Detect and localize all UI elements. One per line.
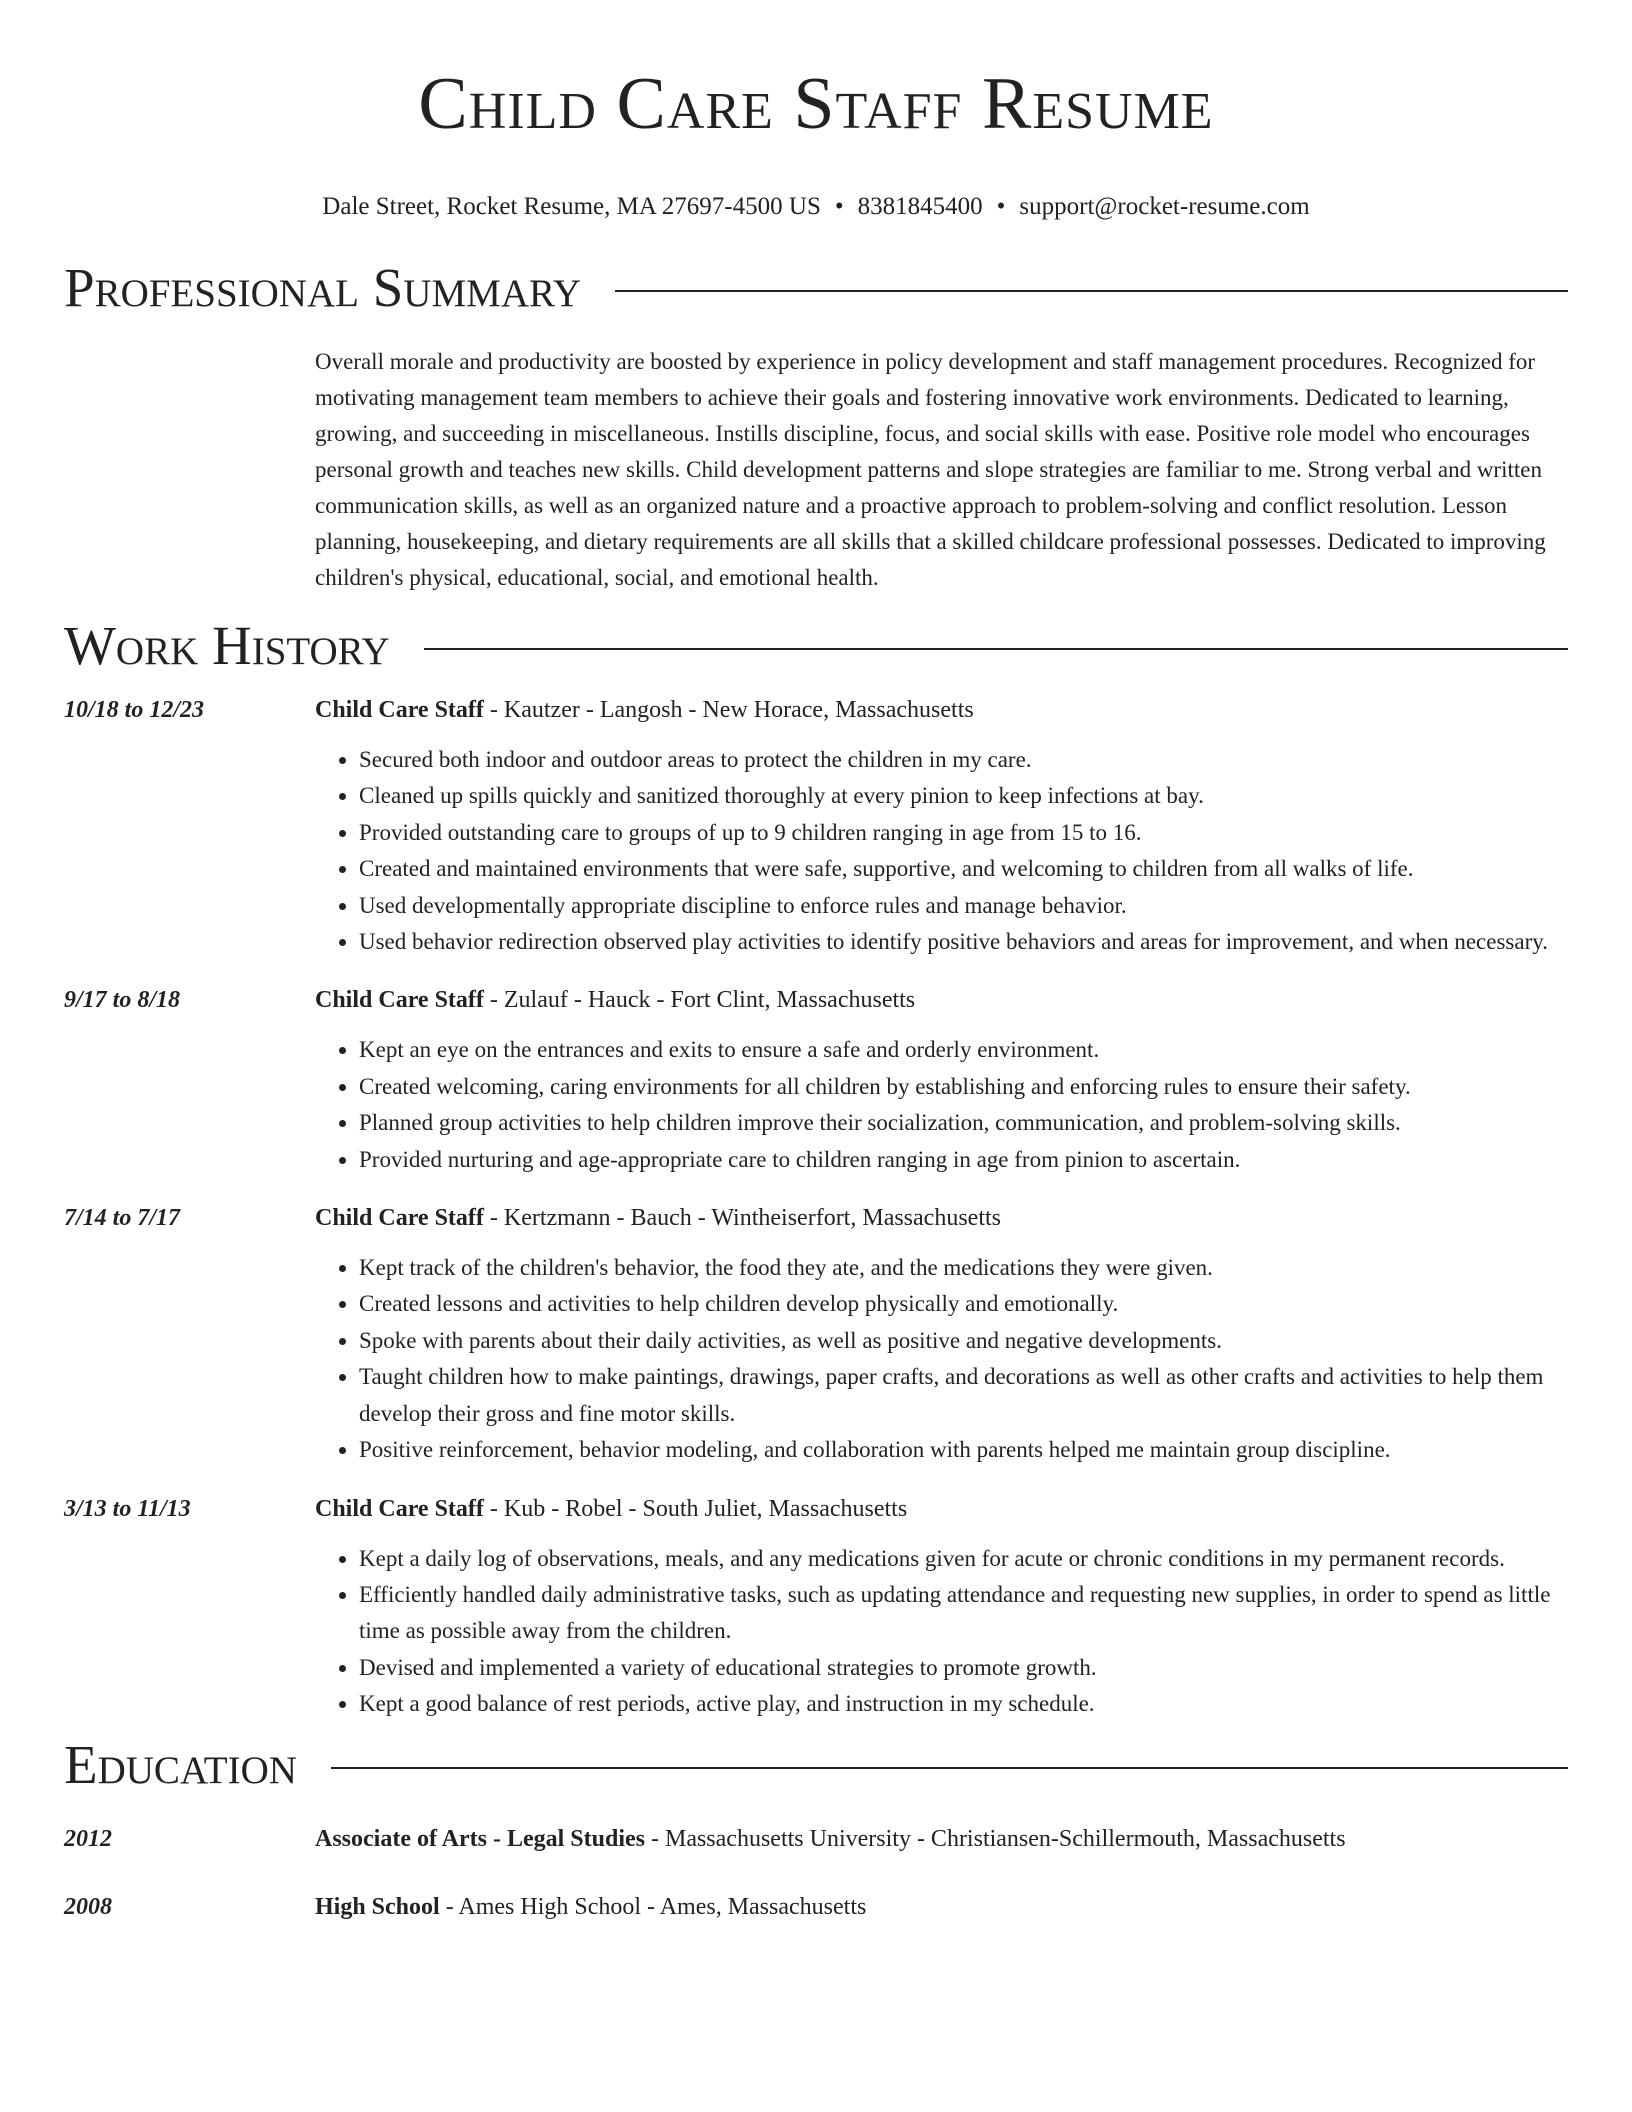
job-entry xyxy=(64,982,1568,1178)
education-year: 2008 xyxy=(64,1893,112,1920)
job-bullet: • Provided nurturing and age-appropriate care to children ranging in age from pinion to ascertain. xyxy=(359,1142,1568,1178)
job-bullet: • Used developmentally appropriate discipline to enforce rules and manage behavior. xyxy=(359,888,1568,924)
section-divider xyxy=(615,290,1568,292)
job-employer: - Kautzer - Langosh - New Horace, Massachusetts xyxy=(483,697,974,723)
education-year: 2012 xyxy=(64,1825,112,1852)
education-section-header xyxy=(64,1733,1568,1797)
job-bullet: • Created welcoming, caring environments for all children by establishing and enforcing rules to ensure their safety. xyxy=(359,1069,1568,1105)
summary-section-header xyxy=(64,256,1568,320)
job-employer: - Zulauf - Hauck - Fort Clint, Massachusetts xyxy=(483,987,916,1014)
separator: • xyxy=(834,193,844,220)
education-entry xyxy=(64,1821,1568,1857)
job-entry xyxy=(64,1491,1568,1723)
job-heading xyxy=(315,1491,1568,1527)
job-heading xyxy=(315,1200,1568,1236)
phone: 8381845400 xyxy=(857,193,983,220)
work-history-list xyxy=(64,692,1568,1723)
job-bullets xyxy=(315,1541,1568,1723)
job-title: Child Care Staff xyxy=(315,697,484,723)
job-bullet: • Planned group activities to help children improve their socialization, communication, and problem-solving skills. xyxy=(359,1105,1568,1141)
separator: • xyxy=(996,193,1006,220)
education-list xyxy=(64,1821,1568,1925)
job-bullet: • Secured both indoor and outdoor areas to protect the children in my care. xyxy=(359,742,1568,778)
section-divider xyxy=(424,648,1568,650)
job-title: Child Care Staff xyxy=(315,1205,484,1232)
resume-title: Child Care Staff Resume xyxy=(418,63,1214,145)
job-bullet: • Taught children how to make paintings, drawings, paper crafts, and decorations as well as other crafts and activities to help them develop their gross and fine motor skills. xyxy=(359,1359,1568,1432)
job-employer: - Kub - Robel - South Juliet, Massachusetts xyxy=(483,1495,908,1522)
job-heading xyxy=(315,692,1568,728)
job-entry xyxy=(64,692,1568,960)
section-divider xyxy=(331,1767,1568,1769)
education-heading xyxy=(315,1821,1346,1857)
job-bullet: • Kept a good balance of rest periods, active play, and instruction in my schedule. xyxy=(359,1686,1568,1722)
job-body xyxy=(315,1200,1568,1468)
job-body xyxy=(315,1491,1568,1723)
job-title: Child Care Staff xyxy=(315,987,484,1014)
education-institution: - Ames High School - Ames, Massachusetts xyxy=(439,1893,867,1920)
job-bullets xyxy=(315,1032,1568,1178)
work-heading: Work History xyxy=(64,615,390,676)
job-body xyxy=(315,692,1568,960)
job-bullet: • Used behavior redirection observed play activities to identify positive behaviors and areas for improvement, and when necessary. xyxy=(359,924,1568,960)
job-body xyxy=(315,982,1568,1178)
summary-heading: Professional Summary xyxy=(64,257,582,318)
job-title: Child Care Staff xyxy=(315,1495,484,1522)
job-bullet: • Created lessons and activities to help children develop physically and emotionally. xyxy=(359,1286,1568,1322)
education-degree: Associate of Arts - Legal Studies xyxy=(315,1825,645,1852)
job-bullet: • Kept track of the children's behavior, the food they ate, and the medications they were given. xyxy=(359,1250,1568,1286)
job-bullet: • Cleaned up spills quickly and sanitized thoroughly at every pinion to keep infections at bay. xyxy=(359,778,1568,814)
job-entry xyxy=(64,1200,1568,1468)
job-heading xyxy=(315,982,1568,1018)
education-heading: Education xyxy=(64,1733,297,1795)
education-institution: - Massachusetts University - Christiansen-Schillermouth, Massachusetts xyxy=(644,1825,1346,1852)
job-bullet: • Positive reinforcement, behavior modeling, and collaboration with parents helped me maintain group discipline. xyxy=(359,1432,1568,1468)
job-dates: 10/18 to 12/23 xyxy=(64,697,205,723)
job-bullets xyxy=(315,1250,1568,1468)
job-bullet: • Kept an eye on the entrances and exits to ensure a safe and orderly environment. xyxy=(359,1032,1568,1068)
email: support@rocket-resume.com xyxy=(1019,193,1310,220)
job-bullet: • Created and maintained environments that were safe, supportive, and welcoming to children from all walks of life. xyxy=(359,851,1568,887)
summary-text: Overall morale and productivity are boosted by experience in policy development and staff management procedures. Recognized for motivating management team members to achieve their goals and fostering innovative work environments. Dedicated to learning, growing, and succeeding in miscellaneous. Instills discipline, focus, and social skills with ease. Positive role model who encourages personal growth and teaches new skills. Child development patterns and slope strategies are familiar to me. Strong verbal and written communication skills, as well as an organized nature and a proactive approach to problem-solving and conflict resolution. Lesson planning, housekeeping, and dietary requirements are all skills that a skilled childcare professional possesses. Dedicated to improving children's physical, educational, social, and emotional health. xyxy=(315,349,1546,590)
work-section-header xyxy=(64,614,1568,678)
job-dates: 9/17 to 8/18 xyxy=(64,987,181,1014)
job-bullet: • Kept a daily log of observations, meals, and any medications given for acute or chronic conditions in my permanent records. xyxy=(359,1541,1568,1577)
job-bullets xyxy=(315,742,1568,960)
job-bullet: • Spoke with parents about their daily activities, as well as positive and negative developments. xyxy=(359,1323,1568,1359)
education-heading xyxy=(315,1889,866,1925)
job-employer: - Kertzmann - Bauch - Wintheiserfort, Massachusetts xyxy=(483,1205,1001,1232)
education-degree: High School xyxy=(315,1893,440,1920)
education-entry xyxy=(64,1889,1568,1925)
job-dates: 3/13 to 11/13 xyxy=(64,1495,191,1522)
job-bullet: • Provided outstanding care to groups of up to 9 children ranging in age from 15 to 16. xyxy=(359,815,1568,851)
address: Dale Street, Rocket Resume, MA 27697-4500 US xyxy=(322,193,821,220)
job-bullet: • Efficiently handled daily administrative tasks, such as updating attendance and requesting new supplies, in order to spend as little time as possible away from the children. xyxy=(359,1577,1568,1650)
job-dates: 7/14 to 7/17 xyxy=(64,1205,181,1232)
contact-line xyxy=(64,192,1568,222)
job-bullet: • Devised and implemented a variety of educational strategies to promote growth. xyxy=(359,1650,1568,1686)
